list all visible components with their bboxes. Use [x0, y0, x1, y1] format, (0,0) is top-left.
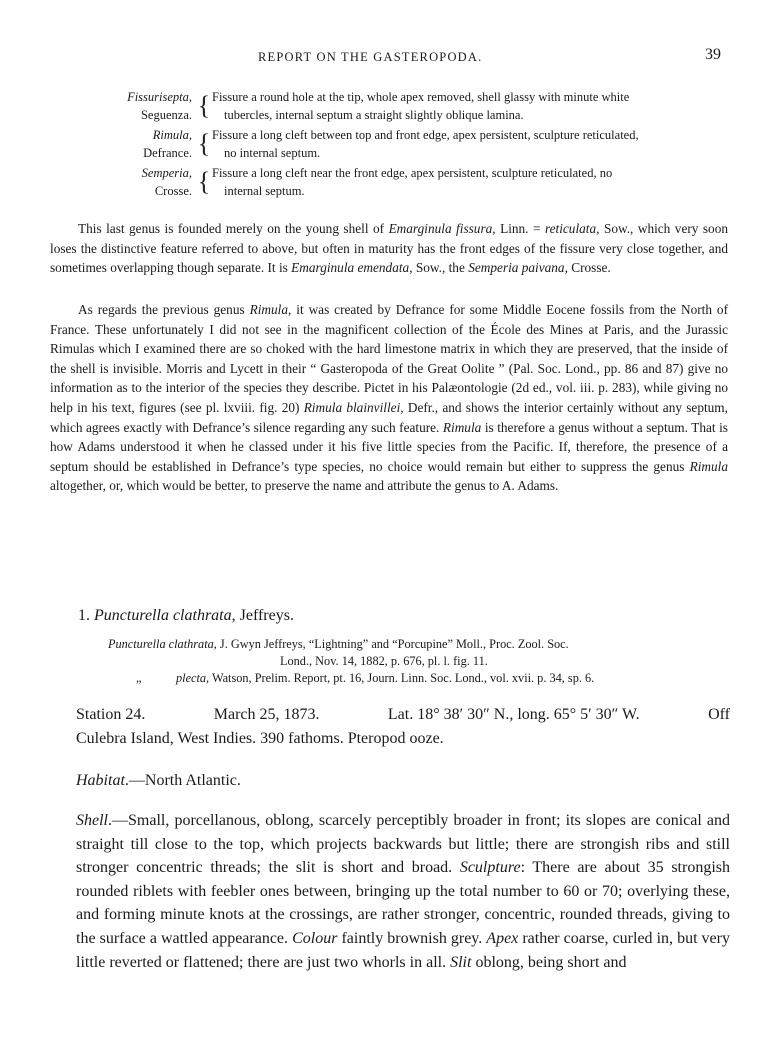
habitat-label: Habitat: [76, 772, 125, 789]
synonym-entry: „ plecta, Watson, Prelim. Report, pt. 16, Journ. Linn. Soc. Lond., vol. xvii. p. 34, sp. 6.: [108, 670, 720, 687]
paragraph-rimula: As regards the previous genus Rimula, it was created by Defrance for some Middle Eocene fossils from the North of France. These unfortunately I did not see in the magnificent collection of the École des Mines at Paris, and the Jurassic Rimulas which I examined there are so choked with the hard limestone matrix in which they are preserved, that the inside of the shell is invisible. Morris and Lycett in their “ Gasteropoda of the Great Oolite ” (Pal. Soc. Lond., pp. 86 and 87) give no information as to the interior of the species they describe. Pictet in his Palæontologie (2d ed., vol. iii. p. 283), while giving no help in his text, figures (see pl. lxviii. fig. 20) Rimula blainvillei, Defr., and shows the interior certainly without any septum, which agrees exactly with Defrance’s silence regarding any such feature. Rimula is therefore a genus without a septum. That is how Adams understood it when he classed under it his five little species from the Pacific. If, therefore, the presence of a septum should be established in Defrance’s type species, no choice would remain but either to suppress the genus Rimula altogether, or, which would be better, to preserve the name and attribute the genus to A. Adams.: [50, 302, 729, 494]
shell-description: Shell.—Small, porcellanous, oblong, scarcely perceptibly broader in front; its slopes are conical and straight till close to the top, which projects backwards but little; there are strongish ribs and still stronger concentric threads; the slit is short and broad. Sculpture: There are about 35 strongish rounded riblets with feebler ones between, bringing up the total number to 60 or 70; overlying these, and forming minute knots at the crossings, are rather stronger, concentric, rounded threads, giving to the surface a wattled appearance. Colour faintly brownish grey. Apex rather coarse, curled in, but very little reverted or flattened; there are just two whorls in all. Slit oblong, being short and: [76, 812, 730, 971]
genus-author: Defrance.: [143, 146, 192, 160]
genus-desc-line: no internal septum.: [224, 146, 321, 160]
genus-desc-line: internal septum.: [224, 184, 305, 198]
genus-description: [212, 164, 740, 200]
genus-desc-line: tubercles, internal septum a straight slightly oblique lamina.: [224, 108, 524, 122]
genus-name: Fissurisepta,: [127, 90, 192, 104]
genus-desc-line: Fissure a round hole at the tip, whole apex removed, shell glassy with minute white: [212, 90, 630, 104]
ditto-mark: „: [136, 671, 142, 685]
station-off: Off: [708, 706, 730, 723]
habitat: [76, 769, 730, 793]
page-number: 39: [705, 46, 721, 63]
genus-name: Rimula,: [152, 128, 192, 142]
running-title: REPORT ON THE GASTEROPODA.: [258, 50, 483, 64]
genus-comparison-table: [100, 88, 740, 202]
synonymy: [108, 636, 720, 687]
station-date: March 25, 1873.: [213, 706, 320, 723]
species-author: , Jeffreys.: [231, 607, 294, 624]
station-number: Station 24.: [76, 706, 146, 723]
genus-description: [212, 126, 740, 162]
genus-row: [100, 126, 740, 162]
genus-author: Seguenza.: [140, 108, 192, 122]
genus-name-cell: [100, 88, 196, 124]
brace-icon: {: [197, 167, 211, 196]
synonym-entry-continued: Lond., Nov. 14, 1882, p. 676, pl. l. fig. 11.: [280, 654, 488, 668]
station-coordinates: Lat. 18° 38′ 30″ N., long. 65° 5′ 30″ W.: [387, 706, 640, 723]
brace-icon: {: [197, 91, 211, 120]
genus-name-cell: [100, 164, 196, 200]
genus-author: Crosse.: [154, 184, 192, 198]
station-line: [76, 703, 730, 727]
station-record: [76, 703, 730, 750]
species-number: 1.: [78, 607, 90, 624]
species-name: Puncturella clathrata: [94, 607, 232, 624]
habitat-text: .—North Atlantic.: [124, 772, 241, 789]
station-locality: Culebra Island, West Indies. 390 fathoms. Pteropod ooze.: [76, 729, 444, 747]
genus-description: [212, 88, 740, 124]
paragraph-emarginula: This last genus is founded merely on the young shell of Emarginula fissura, Linn. = reticulata, Sow., which very soon loses the distinctive feature referred to above, but often in maturity has the front edges of the fissure very close together, and sometimes overlapping though separate. It is Emarginula emendata, Sow., the Semperia paivana, Crosse.: [50, 221, 729, 276]
synonym-entry: Puncturella clathrata, J. Gwyn Jeffreys, “Lightning” and “Porcupine” Moll., Proc. Zool. Soc.: [108, 637, 569, 651]
genus-name: Semperia,: [141, 166, 192, 180]
genus-desc-line: Fissure a long cleft between top and front edge, apex persistent, sculpture reticulated,: [212, 128, 639, 142]
genus-name-cell: [100, 126, 196, 162]
brace-icon: {: [197, 129, 211, 158]
genus-row: [100, 164, 740, 200]
genus-desc-line: Fissure a long cleft near the front edge, apex persistent, sculpture reticulated, no: [212, 166, 613, 180]
genus-row: [100, 88, 740, 124]
species-heading: [78, 607, 294, 625]
